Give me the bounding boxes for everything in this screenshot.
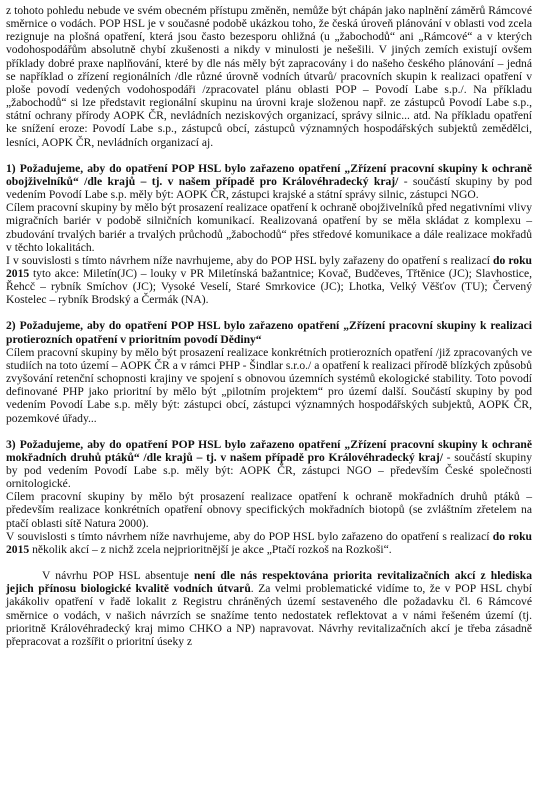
final-paragraph xyxy=(6,569,532,648)
section-1-heading-paragraph xyxy=(6,162,532,201)
section-3-p2-bold: do roku 2015 xyxy=(6,529,532,556)
spacer xyxy=(6,556,532,569)
section-1-heading: 1) Požadujeme, aby do opatření POP HSL bylo zařazeno opatření „Zřízení pracovní skupiny k ochraně obojživelníků“ /dle krajů – tj. v našem případě pro Královéhradecký kraj/ xyxy=(6,161,532,188)
section-3-p2-post: několik akcí – z nichž zcela nejprioritnější je akce „Ptačí rozkoš na Rozkoši“. xyxy=(29,542,392,556)
section-2-paragraph-1: Cílem pracovní skupiny by mělo být prosazení realizace konkrétních protierozních opatření /již zpracovaných ve studiích na toto území – AOPK ČR a v rámci PHP - Šindlar s.r.o./ a opatření k realizaci přírodě blízkých způsobů zvyšování retenční schopnosti krajiny ve spojení s obnovou územních systémů ekologické stability. Toto povodí definované PHP jako prioritní by mělo být „pilotním projektem“ pro území další. Součástí skupiny by pod vedením Povodí Labe s.p. měly být: zástupci obcí, zástupci významných hospodářských subjektů, AOPK ČR, pozemkové úřady... xyxy=(6,345,532,425)
section-3-heading: 3) Požadujeme, aby do opatření POP HSL bylo zařazeno opatření „Zřízení pracovní skupiny k ochraně mokřadních druhů ptáků“ /dle krajů – tj. v našem případě pro Královéhradecký kraj/ xyxy=(6,437,532,464)
section-3-paragraph-2 xyxy=(6,530,532,556)
section-3-paragraph-1: Cílem pracovní skupiny by mělo být prosazení realizace opatření k ochraně mokřadních druhů ptáků – především realizace konkrétních opatření obnovy specifických mokřadních biotopů (se zvláštním zřetelem na ptačí oblasti sítě Natura 2000). xyxy=(6,490,532,530)
section-3-p2-pre: V souvislosti s tímto návrhem níže navrhujeme, aby do POP HSL bylo zařazeno do opatření s realizací xyxy=(6,529,493,543)
section-1-p2-post: tyto akce: Miletín(JC) – louky v PR Miletínská bažantnice; Kovač, Budčeves, Třtěnice (JC); Slavhostice, Řehcč – rybník Smíchov (JC); Vysoké Veselí, Staré Smrkovice (JC); Lhotka, Velký Věšťov (TU); Červený Kostelec – rybník Brodský a Čermák (NA). xyxy=(6,266,532,307)
section-1-p2-pre: I v souvislosti s tímto návrhem níže navrhujeme, aby do POP HSL byly zařazeny do opatření s realizací xyxy=(6,253,494,267)
section-1-paragraph-1: Cílem pracovní skupiny by mělo být prosazení realizace opatření k ochraně obojživelníků před negativními vlivy migračních bariér v podobě silničních komunikací. Realizovaná opatření by se měla skládat z komplexu – zbudování trvalých bariér a trvalých průchodů „žabochodů“ přes středové komunikace a dále realizace mokřadů v těchto lokalitách. xyxy=(6,201,532,254)
final-pre: V návrhu POP HSL absentuje xyxy=(42,569,194,583)
spacer xyxy=(6,149,532,162)
section-1-paragraph-2 xyxy=(6,254,532,307)
section-1-p2-bold: do roku 2015 xyxy=(6,253,532,280)
spacer xyxy=(6,425,532,438)
section-1-heading-tail: - součástí skupiny by pod vedením Povodí Labe s.p. měly být: AOPK ČR, zástupci krajské a státní správy silnic, zástupci NGO. xyxy=(6,174,532,202)
section-3-heading-tail: - součástí skupiny by pod vedením Povodí Labe s.p. měly být: AOPK ČR, zástupci NGO – především České společnosti ornitologické. xyxy=(6,450,532,491)
final-post: . Za velmi problematické vidíme to, že v POP HSL chybí jakákoliv opatření v řadě lokalit z Registru chráněných území sestaveného dle požadavku čl. 6 Rámcové směrnice o vodách, v našich návrzích se snažíme tento nedostatek reflektovat a v námi řešeném území (tj. prioritně Královéhradecký kraj mimo CHKO a NP) napravovat. Návrhy revitalizačních akcí je třeba zásadně přepracovat a rozšířit o prioritní úseky z xyxy=(6,582,532,648)
section-2-heading: 2) Požadujeme, aby do opatření POP HSL bylo zařazeno opatření „Zřízení pracovní skupiny k realizaci protierozních opatření v prioritním povodí Dědiny“ xyxy=(6,319,532,346)
section-3-heading-paragraph xyxy=(6,438,532,491)
final-bold: není dle nás respektována priorita revitalizačních akcí z hlediska jejich přínosu biologické kvalitě vodních útvarů xyxy=(6,569,532,596)
intro-paragraph: z tohoto pohledu nebude ve svém obecném přístupu změněn, nemůže být chápán jako naplnění záměrů Rámcové směrnice o vodách. POP HSL je v současné podobě ukázkou toho, že česká úroveň plánování v oblasti vod zcela rezignuje na plošná opatření, která jsou často bezesporu ohližná (u „žabochodů“ ani „Rámcové“ a v kterých vodohospodářům absolutně chybí zkušenosti a nikdy v minulosti je nešešili. V jiných zemích existují ovšem příklady dobré praxe naplňování, které by dle nás měly být zapracovány i do našeho českého plánování – jedná se například o zřízení regionálních /dle různé úrovně vodních útvarů/ pracovních skupin k realizaci opatření v ploše povodí vedených vodohospodáři /zpracovatel plánu oblasti POP – Povodí Labe s.p./. Na příkladu „žabochodů“ si lze představit regionální skupinu na úrovni kraje složenou např. ze zástupců Povodí Labe s.p., státní ochrany přírody AOPK ČR, nevládních neziskových organizací, správy silnic... atd. Na příkladu opatření ke snížení eroze: Povodí Labe s.p., zástupců obcí, zástupců významných hospodářských subjektů zemědělci, lesníci, AOPK ČR, nevládních organizací aj. xyxy=(6,4,532,149)
spacer xyxy=(6,306,532,319)
